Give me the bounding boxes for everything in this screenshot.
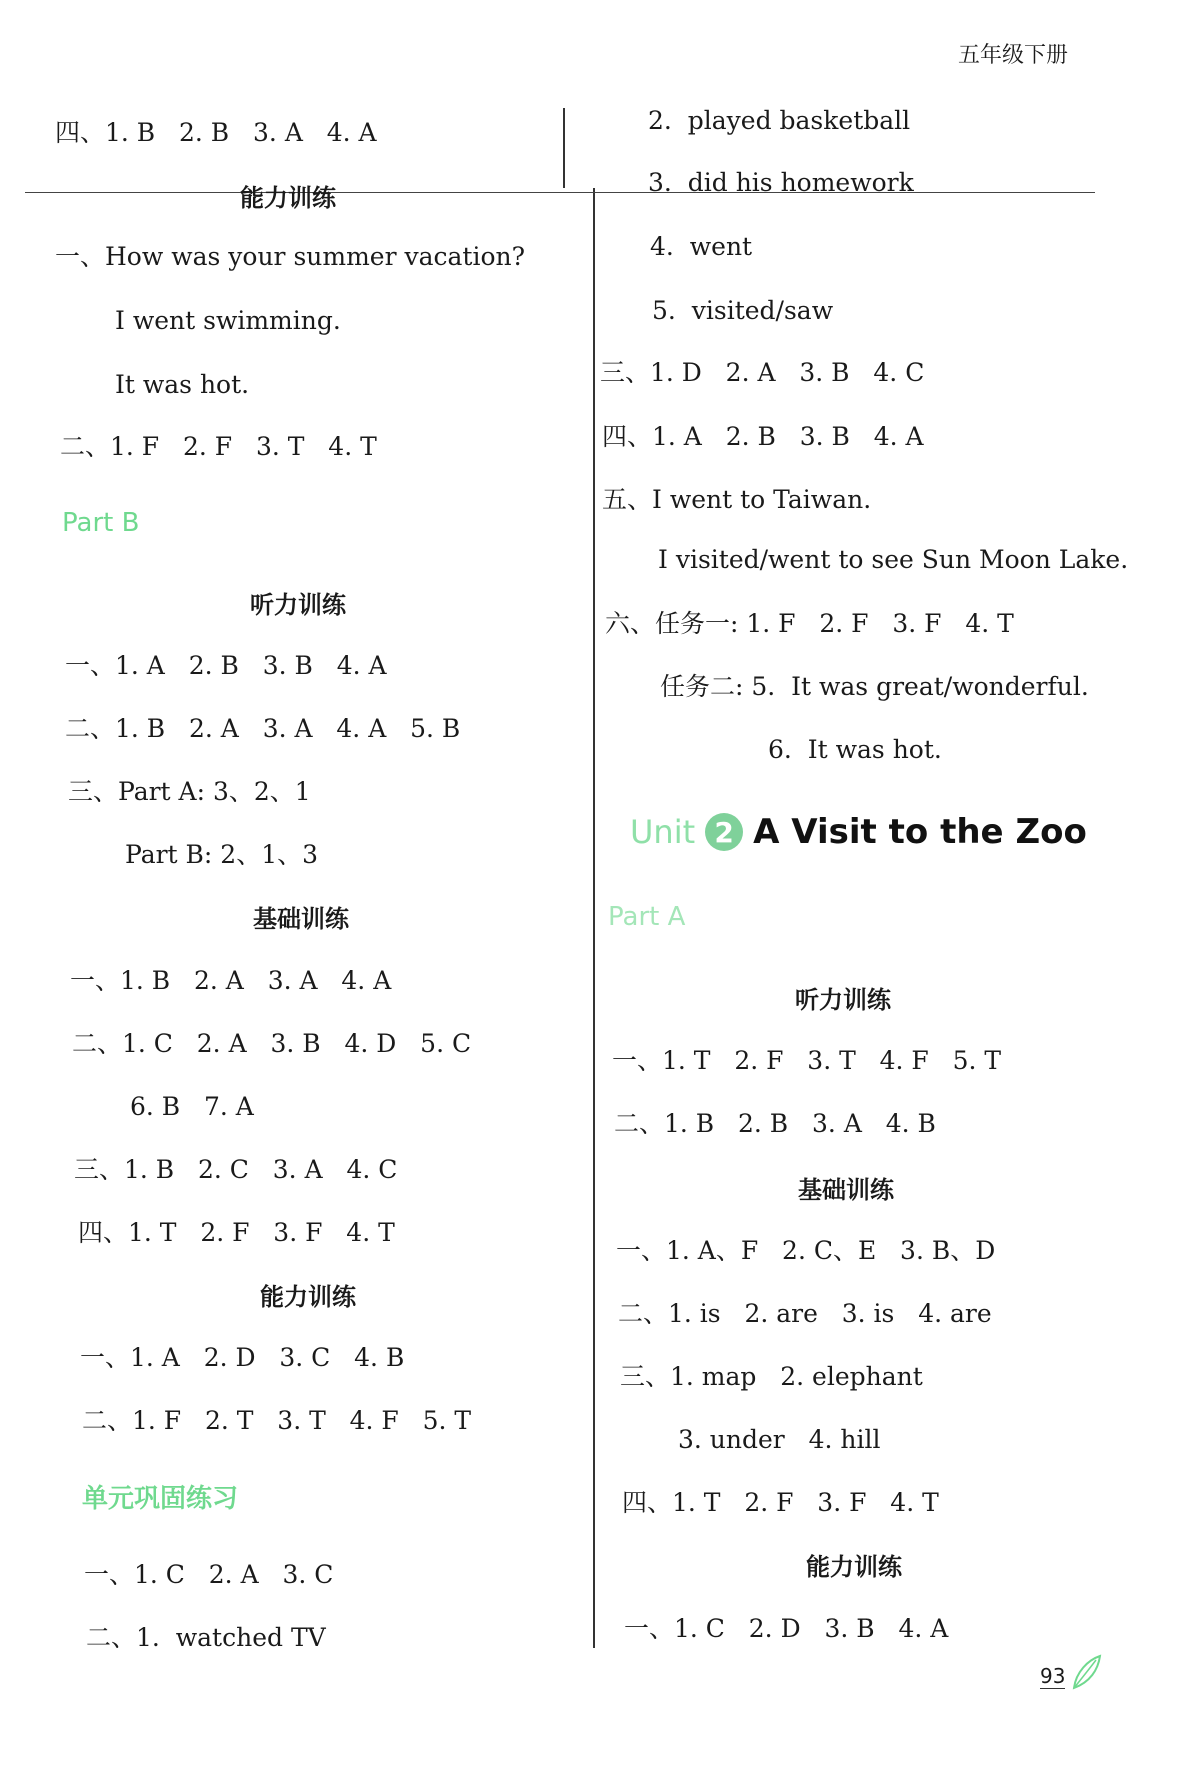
answer-line: 一、1. A、F 2. C、E 3. B、D	[616, 1236, 996, 1265]
answer-line: 一、1. T 2. F 3. T 4. F 5. T	[612, 1046, 1002, 1075]
answer-line: 6. It was hot.	[768, 735, 942, 764]
answer-line: 一、1. C 2. A 3. C	[84, 1560, 334, 1589]
unit-number-badge: 2	[705, 813, 743, 851]
answer-line: 四、1. T 2. F 3. F 4. T	[78, 1218, 395, 1247]
answer-line: 四、1. B 2. B 3. A 4. A	[55, 118, 377, 147]
horizontal-rule	[25, 192, 1095, 193]
answer-line: I visited/went to see Sun Moon Lake.	[658, 545, 1129, 574]
answer-line: 一、1. A 2. D 3. C 4. B	[80, 1343, 405, 1372]
answer-line: 五、I went to Taiwan.	[602, 485, 872, 514]
answer-line: 六、任务一: 1. F 2. F 3. F 4. T	[605, 609, 1014, 638]
review-heading: 单元巩固练习	[82, 1484, 239, 1514]
answer-line: 二、1. F 2. T 3. T 4. F 5. T	[82, 1406, 472, 1435]
answer-line: 三、Part A: 3、2、1	[68, 777, 311, 806]
section-heading: 听力训练	[795, 986, 891, 1014]
answer-line: 三、1. D 2. A 3. B 4. C	[600, 358, 925, 387]
answer-line: 二、1. B 2. B 3. A 4. B	[614, 1109, 936, 1138]
answer-line: 3. under 4. hill	[678, 1425, 881, 1454]
answer-line: 二、1. is 2. are 3. is 4. are	[618, 1299, 992, 1328]
section-heading: 基础训练	[798, 1176, 894, 1204]
answer-line: 二、1. watched TV	[86, 1623, 326, 1652]
answer-line: 3. did his homework	[648, 168, 914, 197]
section-heading: 能力训练	[240, 184, 336, 212]
section-heading: 听力训练	[250, 591, 346, 619]
answer-line: 四、1. A 2. B 3. B 4. A	[602, 422, 924, 451]
section-heading: 基础训练	[253, 905, 349, 933]
answer-line: 二、1. F 2. F 3. T 4. T	[60, 432, 377, 461]
answer-line: 二、1. B 2. A 3. A 4. A 5. B	[65, 714, 461, 743]
answer-line: It was hot.	[115, 370, 250, 399]
part-heading: Part A	[608, 902, 686, 932]
answer-line: 一、How was your summer vacation?	[55, 242, 526, 271]
answer-line: Part B: 2、1、3	[125, 840, 319, 869]
answer-line: I went swimming.	[115, 306, 341, 335]
unit-word: Unit	[630, 813, 696, 851]
answer-line: 一、1. A 2. B 3. B 4. A	[65, 651, 387, 680]
answer-line: 一、1. B 2. A 3. A 4. A	[70, 966, 392, 995]
page-number: 93	[1040, 1664, 1066, 1688]
section-heading: 能力训练	[260, 1283, 356, 1311]
part-heading: Part B	[62, 508, 140, 538]
answer-line: 一、1. C 2. D 3. B 4. A	[624, 1614, 949, 1643]
leaf-icon	[1066, 1652, 1106, 1692]
grade-label: 五年级下册	[957, 43, 1068, 68]
answer-line: 2. played basketball	[648, 106, 911, 135]
answer-line: 任务二: 5. It was great/wonderful.	[660, 672, 1089, 701]
answer-line: 6. B 7. A	[130, 1092, 254, 1121]
column-divider	[593, 188, 595, 1648]
answer-line: 5. visited/saw	[652, 296, 834, 325]
column-divider	[563, 108, 565, 188]
unit-name: A Visit to the Zoo	[753, 812, 1087, 852]
answer-line: 二、1. C 2. A 3. B 4. D 5. C	[72, 1029, 472, 1058]
unit-title	[630, 812, 1087, 852]
answer-line: 三、1. map 2. elephant	[620, 1362, 923, 1391]
answer-line: 四、1. T 2. F 3. F 4. T	[622, 1488, 939, 1517]
section-heading: 能力训练	[806, 1553, 902, 1581]
answer-line: 4. went	[650, 232, 753, 261]
answer-line: 三、1. B 2. C 3. A 4. C	[74, 1155, 398, 1184]
